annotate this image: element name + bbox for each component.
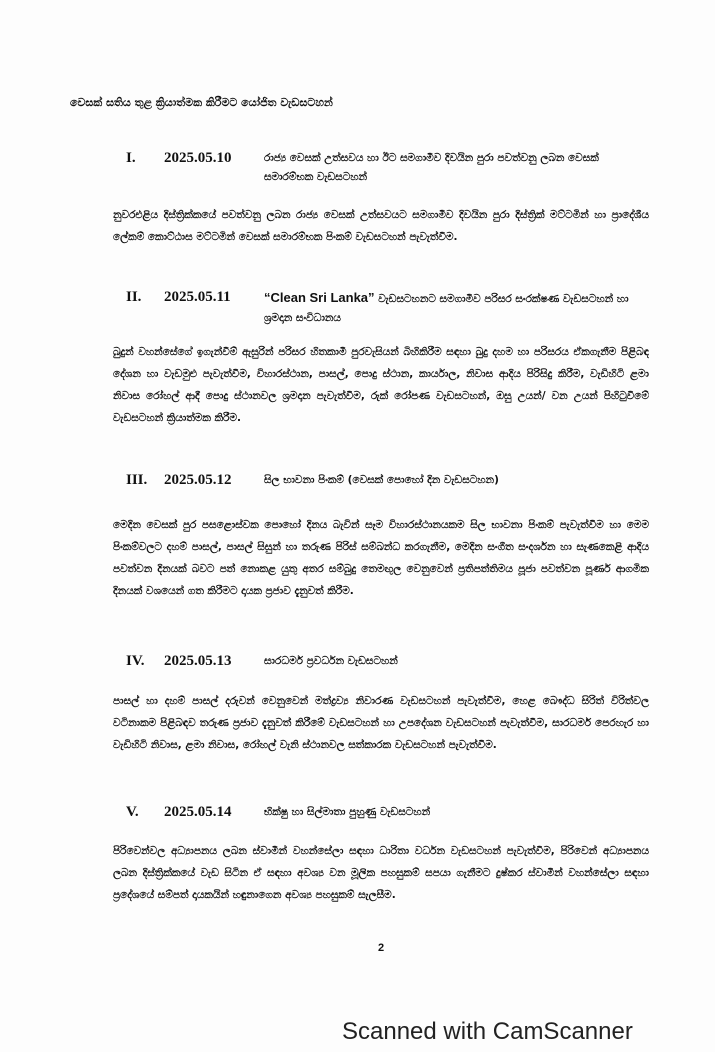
section-body: පාසල් හා දහම් පාසල් දරුවන් වෙනුවෙන් මත්ද්‍රව්‍ය නිවාරණ වැඩසටහන් පැවැත්වීම, හෙළ බෞද්ධ සිරිත් විරිත්වල වටිනාකම පිළිබඳව තරුණ ප්‍රජාව දැනුවත් කිරීමේ වැඩසටහන් හා උපදේශන වැඩසටහන් පැවැත්වීම, සාරධර්ම පෙරහැර හා වැඩිහිටි නිවාස, ළමා නිවාස, රෝහල් වැනි ස්ථානවල සත්කාරක වැඩසටහන් පැවැත්වීම. [113, 695, 649, 751]
section-heading [126, 149, 646, 187]
section-title-english: “Clean Sri Lanka” [264, 290, 375, 305]
section-title: සිල භාවනා පිංකම් (වෙසක් පොහෝ දින වැඩසටහන) [264, 474, 499, 486]
section-number: IV. [126, 653, 145, 669]
section-heading [126, 471, 646, 490]
section-number: V. [126, 804, 139, 820]
section-title [264, 288, 646, 328]
section-heading [126, 288, 646, 328]
section-date: 2025.05.13 [164, 653, 232, 669]
section-title: භික්ෂු හා සිල්මාතා පුහුණු වැඩසටහන් [264, 806, 431, 818]
section-number: II. [126, 289, 142, 305]
section-body: නුවරඑළිය දිස්ත්‍රික්කයේ පවත්වනු ලබන රාජ්‍ය වෙසක් උත්සවයට සමගාමීව දිවයින පුරා දිස්ත්‍රික් මට්ටමින් හා ප්‍රාදේශීය ලේකම් කොට්ඨාස මට්ටමින් වෙසක් සමාරම්භක පිංකම් වැඩසටහන් පැවැත්වීම. [113, 209, 649, 243]
section-heading [126, 803, 646, 822]
camscanner-watermark: Scanned with CamScanner [342, 1018, 633, 1045]
section-body: මෙදින වෙසක් පුර පසළොස්වක පොහෝ දිනය බැවින් සෑම විහාරස්ථානයකම සිල භාවනා පිංකම් පැවැත්වීම හා මෙම පිංකම්වලට දහම් පාසල්, පාසල් සිසුන් හා තරුණ පිරිස් සම්බන්ධ කරගැනීම, මෙදින සංගීත සංදර්ශන හා සැණකෙළි ආදිය පවත්වන දිනයක් බවට පත් නොකළ යුතු අතර සම්බුදු තෙමඟුල වෙනුවෙන් ප්‍රතිපත්තිමය පූජා පවත්වන පූර්ණ ආගමික දිනයක් වශයෙන් ගත කිරීමට දායක ප්‍රජාව දැනුවත් කිරීම. [113, 519, 649, 597]
section-date: 2025.05.10 [164, 150, 232, 166]
section-number: III. [126, 472, 148, 488]
page-number: 2 [378, 942, 385, 954]
section-number: I. [126, 150, 136, 166]
section-date: 2025.05.12 [164, 472, 232, 488]
section-date: 2025.05.11 [164, 289, 231, 305]
section-body: බුදුන් වහන්සේගේ ඉගැන්වීම් ඇසුරින් පරිසර හිතකාමී පුරවැසියන් බිහිකිරීම සඳහා බුදු දහම හා පරිසරය ඒකගැනීම පිළිබඳ දේශන හා වැඩමුළු පැවැත්වීම, විහාරස්ථාන, පාසල්, පොදු ස්ථාන, කාර්යාල, නිවාස ආදිය පිරිසිදු කිරීම, වැඩිහිටි ළමා නිවාස රෝහල් ආදී පොදු ස්ථානවල ශ්‍රමදාන පැවැත්වීම, රුක් රෝපණ වැඩසටහන්, ඔසු උයන්/ වන උයන් පිහිටුවීමේ වැඩසටහන් ක්‍රියාත්මක කිරීම. [113, 346, 649, 424]
section-title: රාජ්‍ය වෙසක් උත්සවය හා ඊට සමගාමීව දිවයින පුරා පවත්වනු ලබන වෙසක් සමාරම්භක වැඩසටහන් [264, 152, 599, 183]
section-date: 2025.05.14 [164, 804, 232, 820]
document-title: වෙසක් සතිය තුළ ක්‍රියාත්මක කිරීමට යෝජිත වැඩසටහන් [70, 96, 333, 109]
section-title-sinhala: වැඩසටහනට සමගාමීව පරිසර සංරක්ෂණ වැඩසටහන් හා ශ්‍රමදාන සංවිධානය [264, 293, 629, 324]
section-title: සාරධර්ම ප්‍රවර්ධන වැඩසටහන් [264, 655, 398, 667]
section-heading [126, 652, 646, 671]
section-body: පිරිවෙන්වල අධ්‍යාපනය ලබන ස්වාමීන් වහන්සේලා සඳහා ධාරිතා වර්ධන වැඩසටහන් පැවැත්වීම, පිරිවෙන් අධ්‍යාපනය ලබන දිස්ත්‍රික්කයේ වැඩ සිටින ඒ සඳහා අවශ්‍ය වන මූලික පහසුකම් සපයා ගැනීමට දුෂ්කර ස්වාමීන් වහන්සේලා සඳහා ප්‍රදේශයේ සම්පත් දායකයින් හඳුනාගෙන අවශ්‍ය පහසුකම් සැලසීම. [113, 845, 649, 901]
